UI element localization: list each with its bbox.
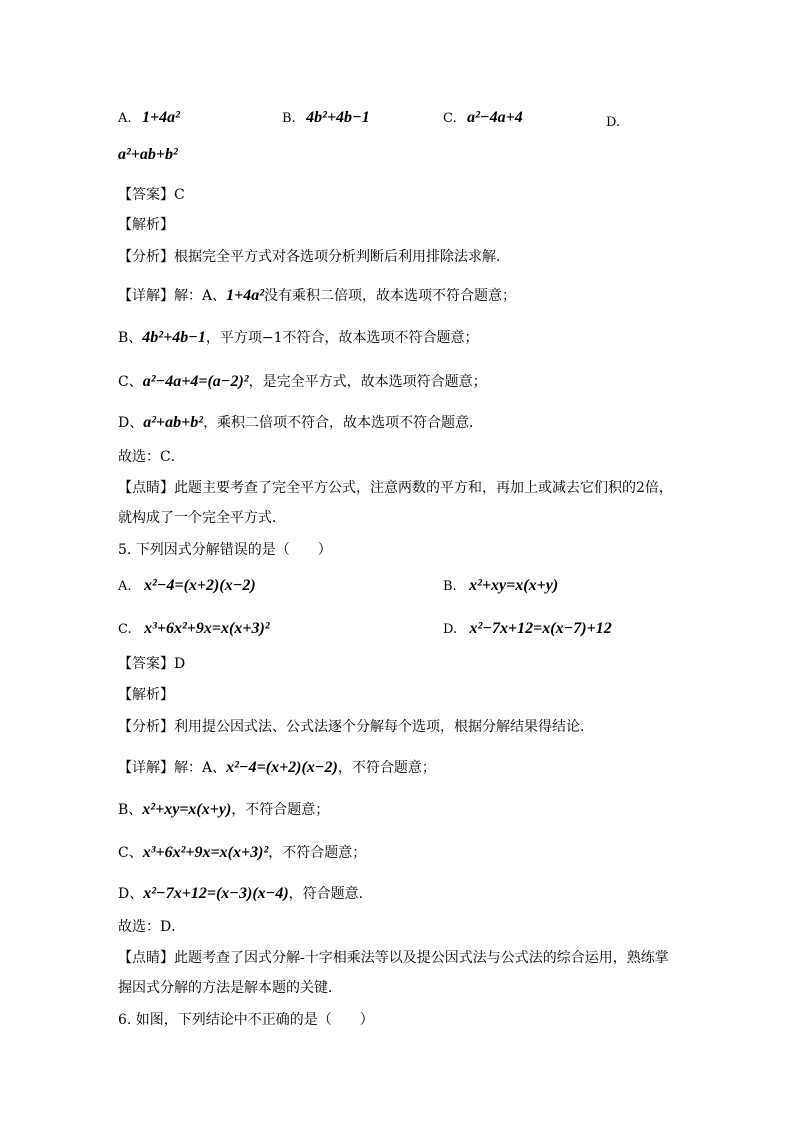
q4-detail-b <box>118 328 479 348</box>
q4-detail-a <box>118 286 516 306</box>
detail-prefix: C、 <box>118 374 143 390</box>
option-label: A. <box>118 111 132 126</box>
q4-dianjing-line1: 【点睛】此题主要考查了完全平方公式，注意两数的平方和，再加上或减去它们积的2倍， <box>118 480 673 496</box>
q4-fenxi: 【分析】根据完全平方式对各选项分析判断后利用排除法求解． <box>118 249 510 265</box>
q5-answer: 【答案】D <box>118 656 186 672</box>
detail-prefix: D、 <box>118 415 144 431</box>
q4-detail-c <box>118 372 487 392</box>
option-label: C. <box>443 111 457 126</box>
detail-prefix: C、 <box>118 845 143 861</box>
detail-prefix: 【详解】解：A、 <box>118 288 227 304</box>
math-expression: 4b²+4b−1 <box>142 329 206 346</box>
math-expression: x²−4=(x+2)(x−2) <box>226 759 338 776</box>
math-expression: 1+4a² <box>141 109 180 126</box>
option-label: C. <box>118 622 132 637</box>
q5-dianjing-line1: 【点睛】此题考查了因式分解-十字相乘法等以及提公因式法与公式法的综合运用，熟练掌 <box>118 950 669 966</box>
detail-text: ，是完全平方式，故本选项符合题意； <box>248 374 487 390</box>
q4-dianjing-line2: 就构成了一个完全平方式． <box>118 510 286 526</box>
math-expression: 1+4a² <box>226 287 265 304</box>
detail-prefix: D、 <box>118 886 144 902</box>
q5-detail-c <box>118 843 366 863</box>
q4-option-b <box>282 108 370 129</box>
q5-detail-b <box>118 800 329 820</box>
q5-fenxi: 【分析】利用提公因式法、公式法逐个分解每个选项，根据分解结果得结论． <box>118 719 594 735</box>
option-label: B. <box>443 579 457 594</box>
q5-stem: 5. 下列因式分解错误的是（ ） <box>118 542 332 558</box>
detail-text: ，符合题意． <box>288 886 373 902</box>
math-expression: x³+6x²+9x=x(x+3)² <box>144 620 270 637</box>
q4-option-d-label <box>606 112 620 133</box>
detail-prefix: 【详解】解：A、 <box>118 760 227 776</box>
option-label: A. <box>118 579 132 594</box>
option-label: D. <box>443 622 458 637</box>
detail-text: ，乘积二倍项不符合，故本选项不符合题意． <box>203 415 484 431</box>
detail-text: ，不符合题意； <box>337 760 436 776</box>
math-expression: x²−7x+12=(x−3)(x−4) <box>143 885 289 902</box>
math-expression: x²−7x+12=x(x−7)+12 <box>469 620 612 637</box>
q5-jiexi: 【解析】 <box>118 687 174 703</box>
math-expression: x²−4=(x+2)(x−2) <box>143 577 256 594</box>
q5-dianjing-line2: 握因式分解的方法是解本题的关键． <box>118 980 342 996</box>
math-expression: a²−4a+4 <box>467 109 523 126</box>
q5-detail-a <box>118 758 436 778</box>
q4-option-c <box>443 108 523 129</box>
math-expression: x²+xy=x(x+y) <box>469 577 559 594</box>
q4-answer: 【答案】C <box>118 187 185 203</box>
detail-text: ，不符合题意； <box>231 802 330 818</box>
math-expression: x³+6x²+9x=x(x+3)² <box>142 844 269 861</box>
q4-option-d-expr <box>118 145 178 165</box>
q4-choose: 故选：C． <box>118 449 185 465</box>
q5-option-d <box>443 619 612 640</box>
q5-detail-d <box>118 884 373 904</box>
q4-jiexi: 【解析】 <box>118 217 174 233</box>
detail-prefix: B、 <box>118 330 143 346</box>
math-expression: a²−4a+4=(a−2)² <box>142 373 249 390</box>
detail-text: ，平方项−1不符合，故本选项不符合题意； <box>205 330 479 346</box>
detail-text: ，不符合题意； <box>268 845 367 861</box>
option-label: D. <box>606 115 621 130</box>
detail-text: 没有乘积二倍项，故本选项不符合题意； <box>264 288 517 304</box>
option-label: B. <box>282 111 296 126</box>
q5-option-b <box>443 576 558 597</box>
q5-option-a <box>118 576 256 597</box>
q6-stem: 6. 如图，下列结论中不正确的是（ ） <box>118 1012 374 1028</box>
detail-prefix: B、 <box>118 802 143 818</box>
q5-option-c <box>118 619 270 640</box>
math-expression: a²+ab+b² <box>143 414 204 431</box>
math-expression: a²+ab+b² <box>118 146 178 163</box>
q4-detail-d <box>118 413 483 433</box>
q4-option-a <box>118 108 180 129</box>
math-expression: 4b²+4b−1 <box>306 109 370 126</box>
math-expression: x²+xy=x(x+y) <box>142 801 232 818</box>
q5-choose: 故选：D． <box>118 919 186 935</box>
